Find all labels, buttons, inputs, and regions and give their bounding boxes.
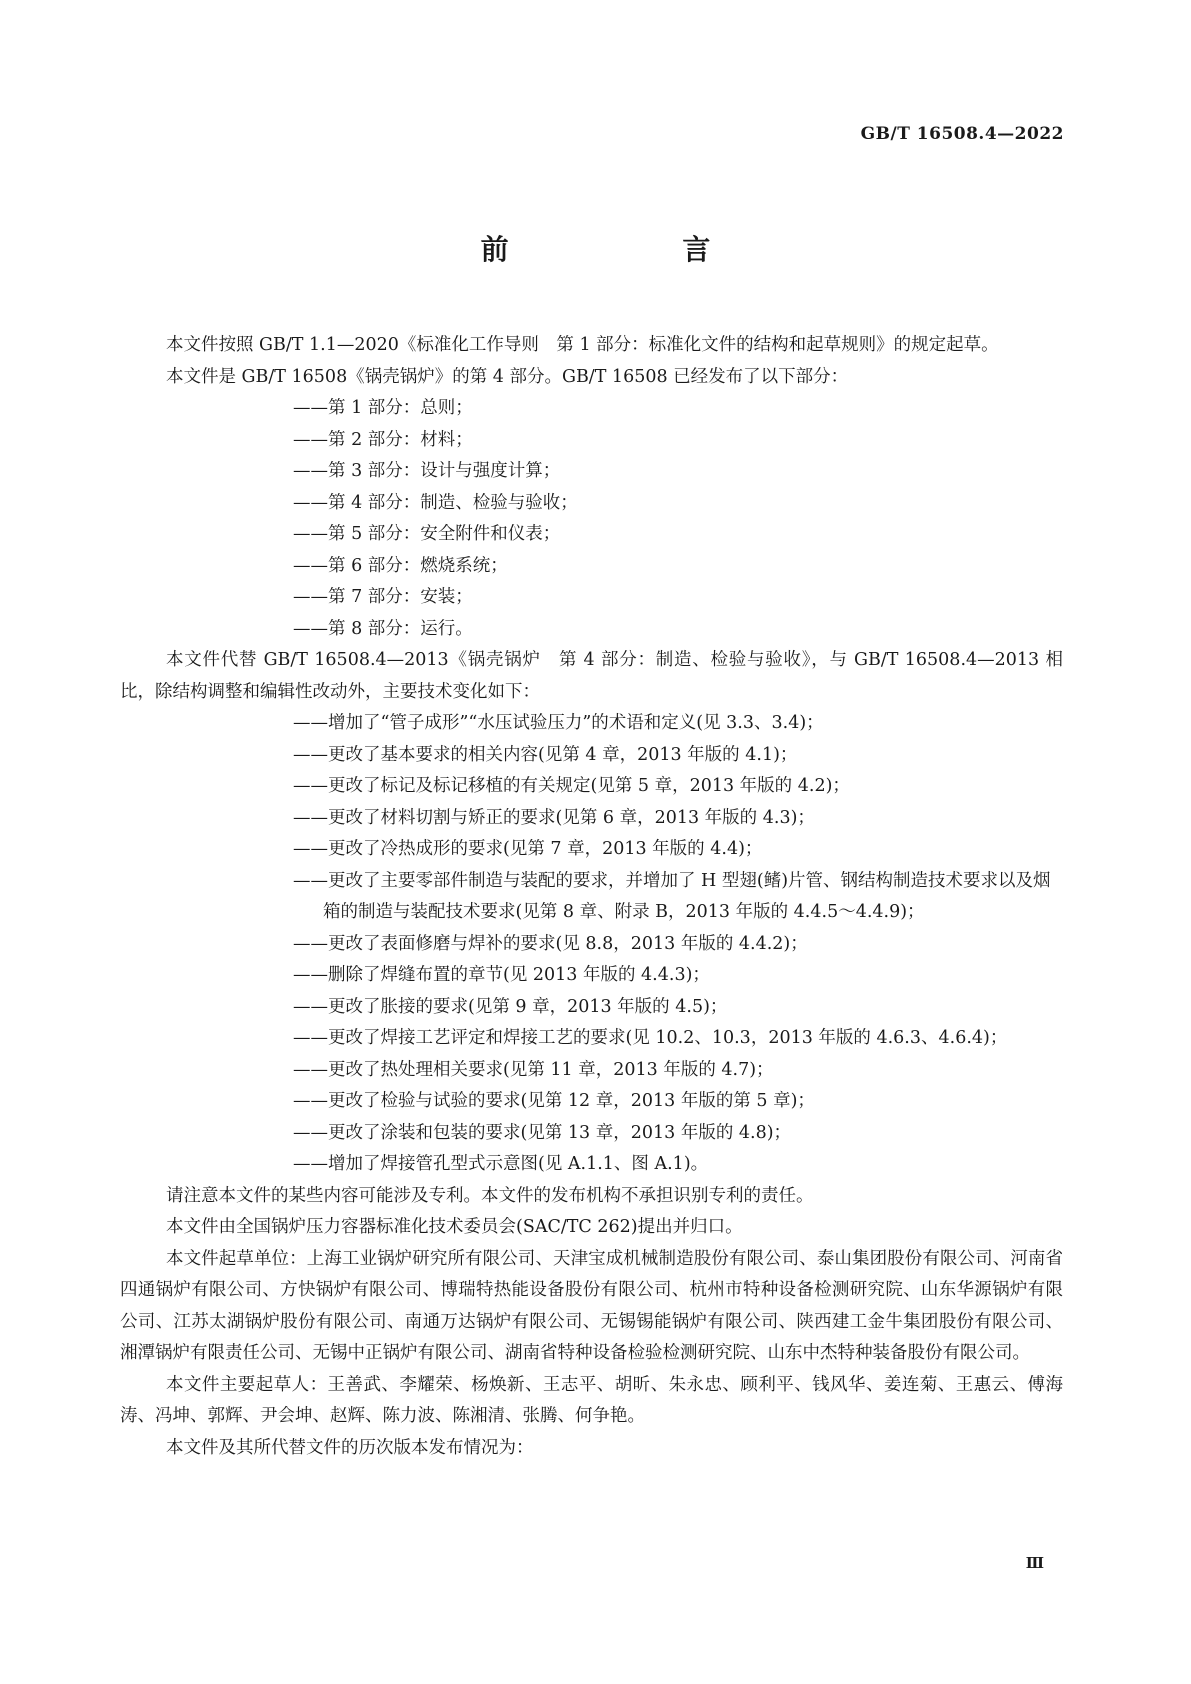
list-item: ——更改了胀接的要求(见第 9 章，2013 年版的 4.5)； [293,996,728,1017]
paragraph-patent-notice: 请注意本文件的某些内容可能涉及专利。本文件的发布机构不承担识别专利的责任。 [166,1185,814,1206]
page-number: Ⅲ [1025,1554,1044,1572]
list-item: ——第 3 部分：设计与强度计算； [293,461,561,481]
list-item: ——更改了材料切割与矫正的要求(见第 6 章，2013 年版的 4.3)； [293,807,815,828]
list-item: ——第 5 部分：安全附件和仪表； [293,524,561,544]
list-item: ——更改了冷热成形的要求(见第 7 章，2013 年版的 4.4)； [293,839,763,859]
paragraph-committee: 本文件由全国锅炉压力容器标准化技术委员会(SAC/TC 262)提出并归口。 [166,1217,743,1237]
list-item: ——更改了主要零部件制造与装配的要求，并增加了 H 型翅(鳍)片管、钢结构制造技术要求以及烟箱的制造与装配技术要求(见第 8 章、附录 B，2013 年版的 4.4.5～4.4.9)； [293,870,1051,922]
page-title: 前 言 [480,233,767,266]
paragraph-drafting-rules: 本文件按照 GB/T 1.1—2020《标准化工作导则 第 1 部分：标准化文件的结构和起草规则》的规定起草。 [166,335,999,355]
changes-list [120,708,1063,1181]
list-item: ——第 6 部分：燃烧系统； [293,555,508,576]
list-item: ——更改了涂装和包装的要求(见第 13 章，2013 年版的 4.8)； [293,1122,792,1143]
paragraph-series: 本文件是 GB/T 16508《锅壳锅炉》的第 4 部分。GB/T 16508 已经发布了以下部分： [166,366,849,387]
list-item: ——第 8 部分：运行。 [293,618,473,639]
document-body [120,330,1063,1464]
list-item: ——删除了焊缝布置的章节(见 2013 年版的 4.4.3)； [293,965,710,985]
list-item: ——更改了检验与试验的要求(见第 12 章，2013 年版的第 5 章)； [293,1091,815,1111]
paragraph-version-history: 本文件及其所代替文件的历次版本发布情况为： [166,1437,534,1458]
list-item: ——第 7 部分：安装； [293,587,473,607]
list-item: ——增加了“管子成形”“水压试验压力”的术语和定义(见 3.3、3.4)； [293,713,824,733]
list-item: ——第 4 部分：制造、检验与验收； [293,492,578,513]
list-item: ——增加了焊接管孔型式示意图(见 A.1.1、图 A.1)。 [293,1154,709,1174]
paragraph-drafters: 本文件主要起草人：王善武、李耀荣、杨焕新、王志平、胡昕、朱永忠、顾利平、钱风华、姜连菊、王惠云、傅海涛、冯坤、郭辉、尹会坤、赵辉、陈力波、陈湘清、张腾、何争艳。 [120,1374,1063,1426]
list-item: ——更改了基本要求的相关内容(见第 4 章，2013 年版的 4.1)； [293,744,798,765]
paragraph-replacement: 本文件代替 GB/T 16508.4—2013《锅壳锅炉 第 4 部分：制造、检验与验收》，与 GB/T 16508.4—2013 相比，除结构调整和编辑性改动外，主要技术变化如下： [120,650,1063,702]
list-item: ——第 1 部分：总则； [293,398,473,418]
list-item: ——更改了焊接工艺评定和焊接工艺的要求(见 10.2、10.3，2013 年版的 4.6.3、4.6.4)； [293,1028,1008,1048]
list-item: ——更改了标记及标记移植的有关规定(见第 5 章，2013 年版的 4.2)； [293,776,850,796]
paragraph-drafting-units: 本文件起草单位：上海工业锅炉研究所有限公司、天津宝成机械制造股份有限公司、泰山集团股份有限公司、河南省四通锅炉有限公司、方快锅炉有限公司、博瑞特热能设备股份有限公司、杭州市特种设备检测研究院、山东华源锅炉有限公司、江苏太湖锅炉股份有限公司、南通万达锅炉有限公司、无锡锡能锅炉有限公司、陕西建工金牛集团股份有限公司、湘潭锅炉有限责任公司、无锡中正锅炉有限公司、湖南省特种设备检验检测研究院、山东中杰特种装备股份有限公司。 [120,1248,1063,1363]
list-item: ——第 2 部分：材料； [293,429,473,450]
standard-code: GB/T 16508.4—2022 [860,124,1064,144]
list-item: ——更改了热处理相关要求(见第 11 章，2013 年版的 4.7)； [293,1059,774,1080]
parts-list [120,393,1063,645]
list-item: ——更改了表面修磨与焊补的要求(见 8.8，2013 年版的 4.4.2)； [293,933,808,954]
